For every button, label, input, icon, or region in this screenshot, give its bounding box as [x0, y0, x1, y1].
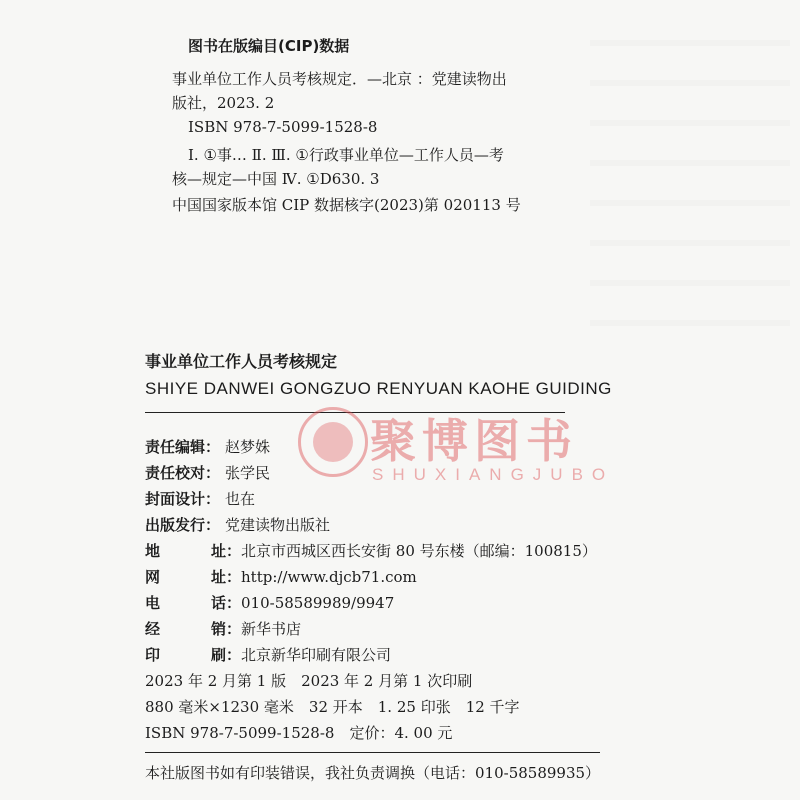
proof-label: 责任校对：: [145, 464, 221, 482]
cover-row: [145, 490, 255, 508]
replacement-notice: 本社版图书如有印装错误，我社负责调换（电话：010-58589935）: [145, 764, 601, 782]
cip-title: 图书在版编目(CIP)数据: [188, 37, 350, 55]
proof-row: [145, 464, 270, 482]
dist-row: [145, 620, 301, 638]
address-value: 北京市西城区西长安街 80 号东楼（邮编：100815）: [241, 542, 597, 560]
address-row: [145, 542, 597, 560]
watermark-logo: [298, 405, 615, 495]
printer-value: 北京新华印刷有限公司: [241, 646, 392, 664]
tel-label-b: 话：: [210, 594, 241, 612]
editor-value: 赵梦姝: [225, 438, 271, 456]
tel-label-a: 电: [145, 594, 161, 612]
address-label-b: 址：: [210, 542, 241, 560]
cip-line-2: 版社，2023. 2: [172, 94, 275, 112]
book-pinyin: SHIYE DANWEI GONGZUO RENYUAN KAOHE GUIDING: [145, 379, 612, 398]
isbn-price-line: ISBN 978-7-5099-1528-8 定价：4. 00 元: [145, 724, 453, 742]
cip-isbn: ISBN 978-7-5099-1528-8: [188, 118, 378, 136]
watermark-name: 聚博图书: [370, 414, 578, 468]
cip-class-2: 核—规定—中国 Ⅳ. ①D630. 3: [172, 170, 380, 188]
publisher-label: 出版发行：: [145, 516, 221, 534]
edition-line: 2023 年 2 月第 1 版 2023 年 2 月第 1 次印刷: [145, 672, 473, 690]
bleed-through-shadow: [590, 40, 790, 340]
editor-row: [145, 438, 270, 456]
proof-value: 张学民: [225, 464, 271, 482]
cip-line-1: 事业单位工作人员考核规定．—北京 ：党建读物出: [172, 70, 507, 88]
web-label-a: 网: [145, 568, 161, 586]
bottom-rule: [145, 752, 600, 753]
publisher-row: [145, 516, 330, 534]
book-title: 事业单位工作人员考核规定: [145, 352, 338, 371]
cip-class-1: Ⅰ. ①事… Ⅱ. Ⅲ. ①行政事业单位—工作人员—考: [188, 146, 504, 164]
printer-row: [145, 646, 391, 664]
dist-label-b: 销：: [210, 620, 241, 638]
seal-icon: [298, 407, 368, 477]
address-label-a: 地: [145, 542, 161, 560]
cover-value: 也在: [225, 490, 256, 508]
print-label-a: 印: [145, 646, 161, 664]
web-row: [145, 568, 417, 586]
watermark-latin: SHUXIANGJUBO: [372, 465, 615, 484]
tel-value: 010-58589989/9947: [241, 594, 395, 612]
tel-row: [145, 594, 394, 612]
title-rule: [145, 412, 565, 413]
format-line: 880 毫米×1230 毫米 32 开本 1. 25 印张 12 千字: [145, 698, 520, 716]
web-label-b: 址：: [210, 568, 241, 586]
web-value: http://www.djcb71.com: [241, 568, 417, 586]
print-label-b: 刷：: [210, 646, 241, 664]
cover-label: 封面设计：: [145, 490, 221, 508]
dist-label-a: 经: [145, 620, 161, 638]
editor-label: 责任编辑：: [145, 438, 221, 456]
cip-number: 中国国家版本馆 CIP 数据核字(2023)第 020113 号: [172, 196, 521, 214]
publisher-value: 党建读物出版社: [225, 516, 331, 534]
dist-value: 新华书店: [241, 620, 302, 638]
